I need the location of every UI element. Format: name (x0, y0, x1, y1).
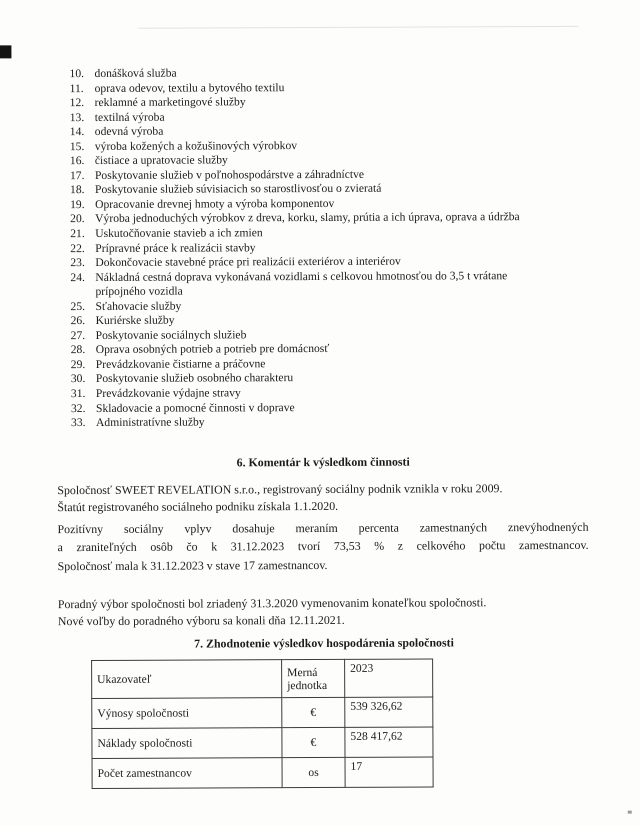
table-cell: € (282, 727, 345, 757)
list-item-number: 31. (70, 387, 86, 401)
activity-list (69, 65, 533, 431)
list-item-number: 28. (70, 343, 86, 357)
list-item-text: výroba kožených a kožušinových výrobkov (94, 138, 298, 153)
list-item-text: Dokončovacie stavebné práce pri realizácii exteriérov a interiérov (95, 254, 401, 270)
list-item-number: 14. (69, 125, 85, 139)
list-item-number: 24. (70, 270, 85, 284)
list-item-number: 27. (70, 328, 86, 342)
results-table-body (92, 697, 433, 788)
paragraph-line: Spoločnosť mala k 31.12.2023 v stave 17 zamestnancov. (57, 557, 328, 573)
list-item-text: Kuriérske služby (95, 313, 175, 328)
list-item-text: Poskytovanie služieb súvisiacich so starostlivosťou o zvieratá (94, 182, 382, 197)
table-header-row (92, 659, 433, 698)
list-item-text: Prípravné práce k realizácii stavby (95, 240, 256, 255)
list-item-number: 33. (71, 416, 86, 430)
list-item-number: 13. (69, 110, 85, 124)
scan-artifact-mark (0, 45, 11, 58)
list-item-text: Nákladná cestná doprava vykonávaná vozidlami s celkovou hmotnosťou do 3,5 t vrátane prípojného vozidla (95, 268, 508, 299)
paragraph-line: Poradný výbor spoločnosti bol zriadený 31.3.2020 vymenovanim konateľkou spoločnosti. (57, 595, 487, 612)
list-item-number: 15. (69, 139, 85, 153)
paragraph-block (57, 518, 588, 576)
list-item-number: 22. (70, 241, 85, 255)
list-item-number: 11. (69, 81, 84, 95)
list-item (71, 414, 533, 431)
list-item-number: 19. (70, 197, 85, 212)
table-row (92, 697, 433, 728)
paragraph-block (58, 594, 589, 631)
list-item-text: Výroba jednoduchých výrobkov z dreva, korku, slamy, prútia a ich úprava, oprava a údržba (95, 210, 520, 226)
list-item-number: 17. (69, 168, 85, 182)
list-item-text: Prevádzkovanie výdajne stravy (95, 386, 241, 401)
table-cell: 539 326,62 (345, 697, 433, 727)
table-cell: 528 417,62 (345, 727, 433, 757)
results-table-head (92, 659, 433, 698)
list-item-number: 29. (70, 357, 86, 372)
list-item-text: Skladovacie a pomocné činnosti v doprave (95, 400, 295, 415)
list-item-text: Prevádzkovanie čistiarne a práčovne (95, 357, 266, 371)
table-cell: Počet zamestnancov (92, 758, 282, 789)
list-item-text: Sťahovacie služby (95, 299, 182, 313)
list-item-number: 18. (69, 183, 85, 197)
section-6-paragraphs (57, 480, 589, 631)
paragraph-line: Pozitívny sociálny vplyv dosahuje meraním percenta zamestnaných znevýhodnených (57, 519, 589, 536)
table-row (92, 757, 433, 788)
list-item-number: 23. (70, 256, 85, 270)
list-item-number: 30. (70, 372, 86, 386)
table-cell: Výnosy spoločnosti (92, 698, 282, 729)
list-item-number: 26. (70, 314, 86, 328)
list-item-text: čistiace a upratovacie služby (94, 153, 228, 168)
list-item-number: 32. (70, 401, 86, 415)
table-cell: 17 (345, 757, 433, 787)
list-item-text: Poskytovanie služieb v poľnohospodárstve a záhradníctve (94, 167, 365, 182)
table-row (92, 727, 433, 758)
paragraph-line: Spoločnosť SWEET REVELATION s.r.o., registrovaný sociálny podnik vznikla v roku 2009. (57, 481, 503, 498)
paragraph-line: Štatút registrovaného sociálneho podniku získala 1.1.2020. (57, 499, 339, 515)
list-item-number: 25. (70, 299, 86, 313)
list-item-number: 20. (70, 212, 85, 226)
list-item-text: oprava odevov, textilu a bytového textilu (94, 80, 285, 95)
table-cell: os (282, 757, 345, 787)
list-item-number: 16. (69, 154, 85, 168)
list-item-text: Oprava osobných potrieb a potrieb pre domácnosť (95, 342, 330, 357)
scan-artifact-line (138, 26, 578, 29)
list-item-text: odevná výroba (94, 124, 164, 139)
list-item-text: Opracovanie drevnej hmoty a výroba komponentov (95, 196, 335, 211)
list-item-text: Poskytovanie služieb osobného charakteru (95, 371, 294, 386)
results-table (91, 659, 434, 789)
list-item (70, 269, 532, 300)
list-item-text: textilná výroba (94, 110, 165, 124)
section-6-heading: 6. Komentár k výsledkom činnosti (236, 454, 410, 470)
list-item-text: Administratívne služby (96, 415, 205, 430)
table-header-cell: Merná jednotka (282, 659, 345, 697)
list-item-number: 12. (69, 96, 85, 110)
list-item-number: 21. (70, 227, 85, 241)
list-item-text: Uskutočňovanie stavieb a ich zmien (95, 226, 263, 240)
list-item-text: reklamné a marketingové služby (94, 95, 246, 110)
paragraph-line: Nové voľby do poradného výboru sa konali dňa 12.11.2021. (57, 613, 345, 629)
list-item-text: donášková služba (94, 66, 177, 80)
paragraph-block (57, 480, 588, 517)
table-cell: Náklady spoločnosti (92, 728, 282, 759)
table-header-cell: 2023 (345, 659, 433, 697)
table-cell: € (282, 697, 345, 727)
table-header-cell: Ukazovateľ (92, 660, 282, 699)
section-7-heading: 7. Zhodnotenie výsledkov hospodárenia spoločnosti (194, 635, 454, 651)
paragraph-line: a zraniteľných osôb čo k 31.12.2023 tvorí 73,53 % z celkového počtu zamestnancov. (57, 538, 589, 555)
scan-artifact-speck (628, 811, 632, 814)
list-item-number: 10. (69, 67, 85, 81)
list-item-text: Poskytovanie sociálnych služieb (95, 328, 247, 342)
